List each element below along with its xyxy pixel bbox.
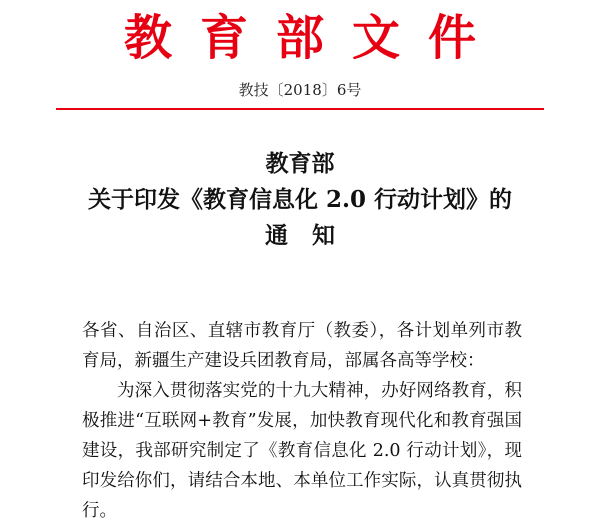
document-body <box>82 316 522 526</box>
body-paragraph-1: 为深入贯彻落实党的十九大精神，办好网络教育，积极推进“互联网+教育”发展，加快教育现代化和教育强国建设，我部研究制定了《教育信息化 2.0 行动计划》，现印发给你们，请结合本地、本单位工作实际，认真贯彻执行。 <box>82 381 522 521</box>
document-heading <box>0 146 600 254</box>
document-header-title: 教育部文件 <box>123 10 504 66</box>
heading-issuer: 教育部 <box>265 150 335 177</box>
heading-subject: 关于印发《教育信息化 2.0 行动计划》的 <box>87 186 513 213</box>
heading-notice: 通知 <box>265 222 359 249</box>
addressees-paragraph: 各省、自治区、直辖市教育厅（教委），各计划单列市教育局，新疆生产建设兵团教育局，部属各高等学校： <box>82 321 522 371</box>
header-divider <box>56 108 544 110</box>
document-number: 教技〔2018〕6号 <box>238 81 362 99</box>
